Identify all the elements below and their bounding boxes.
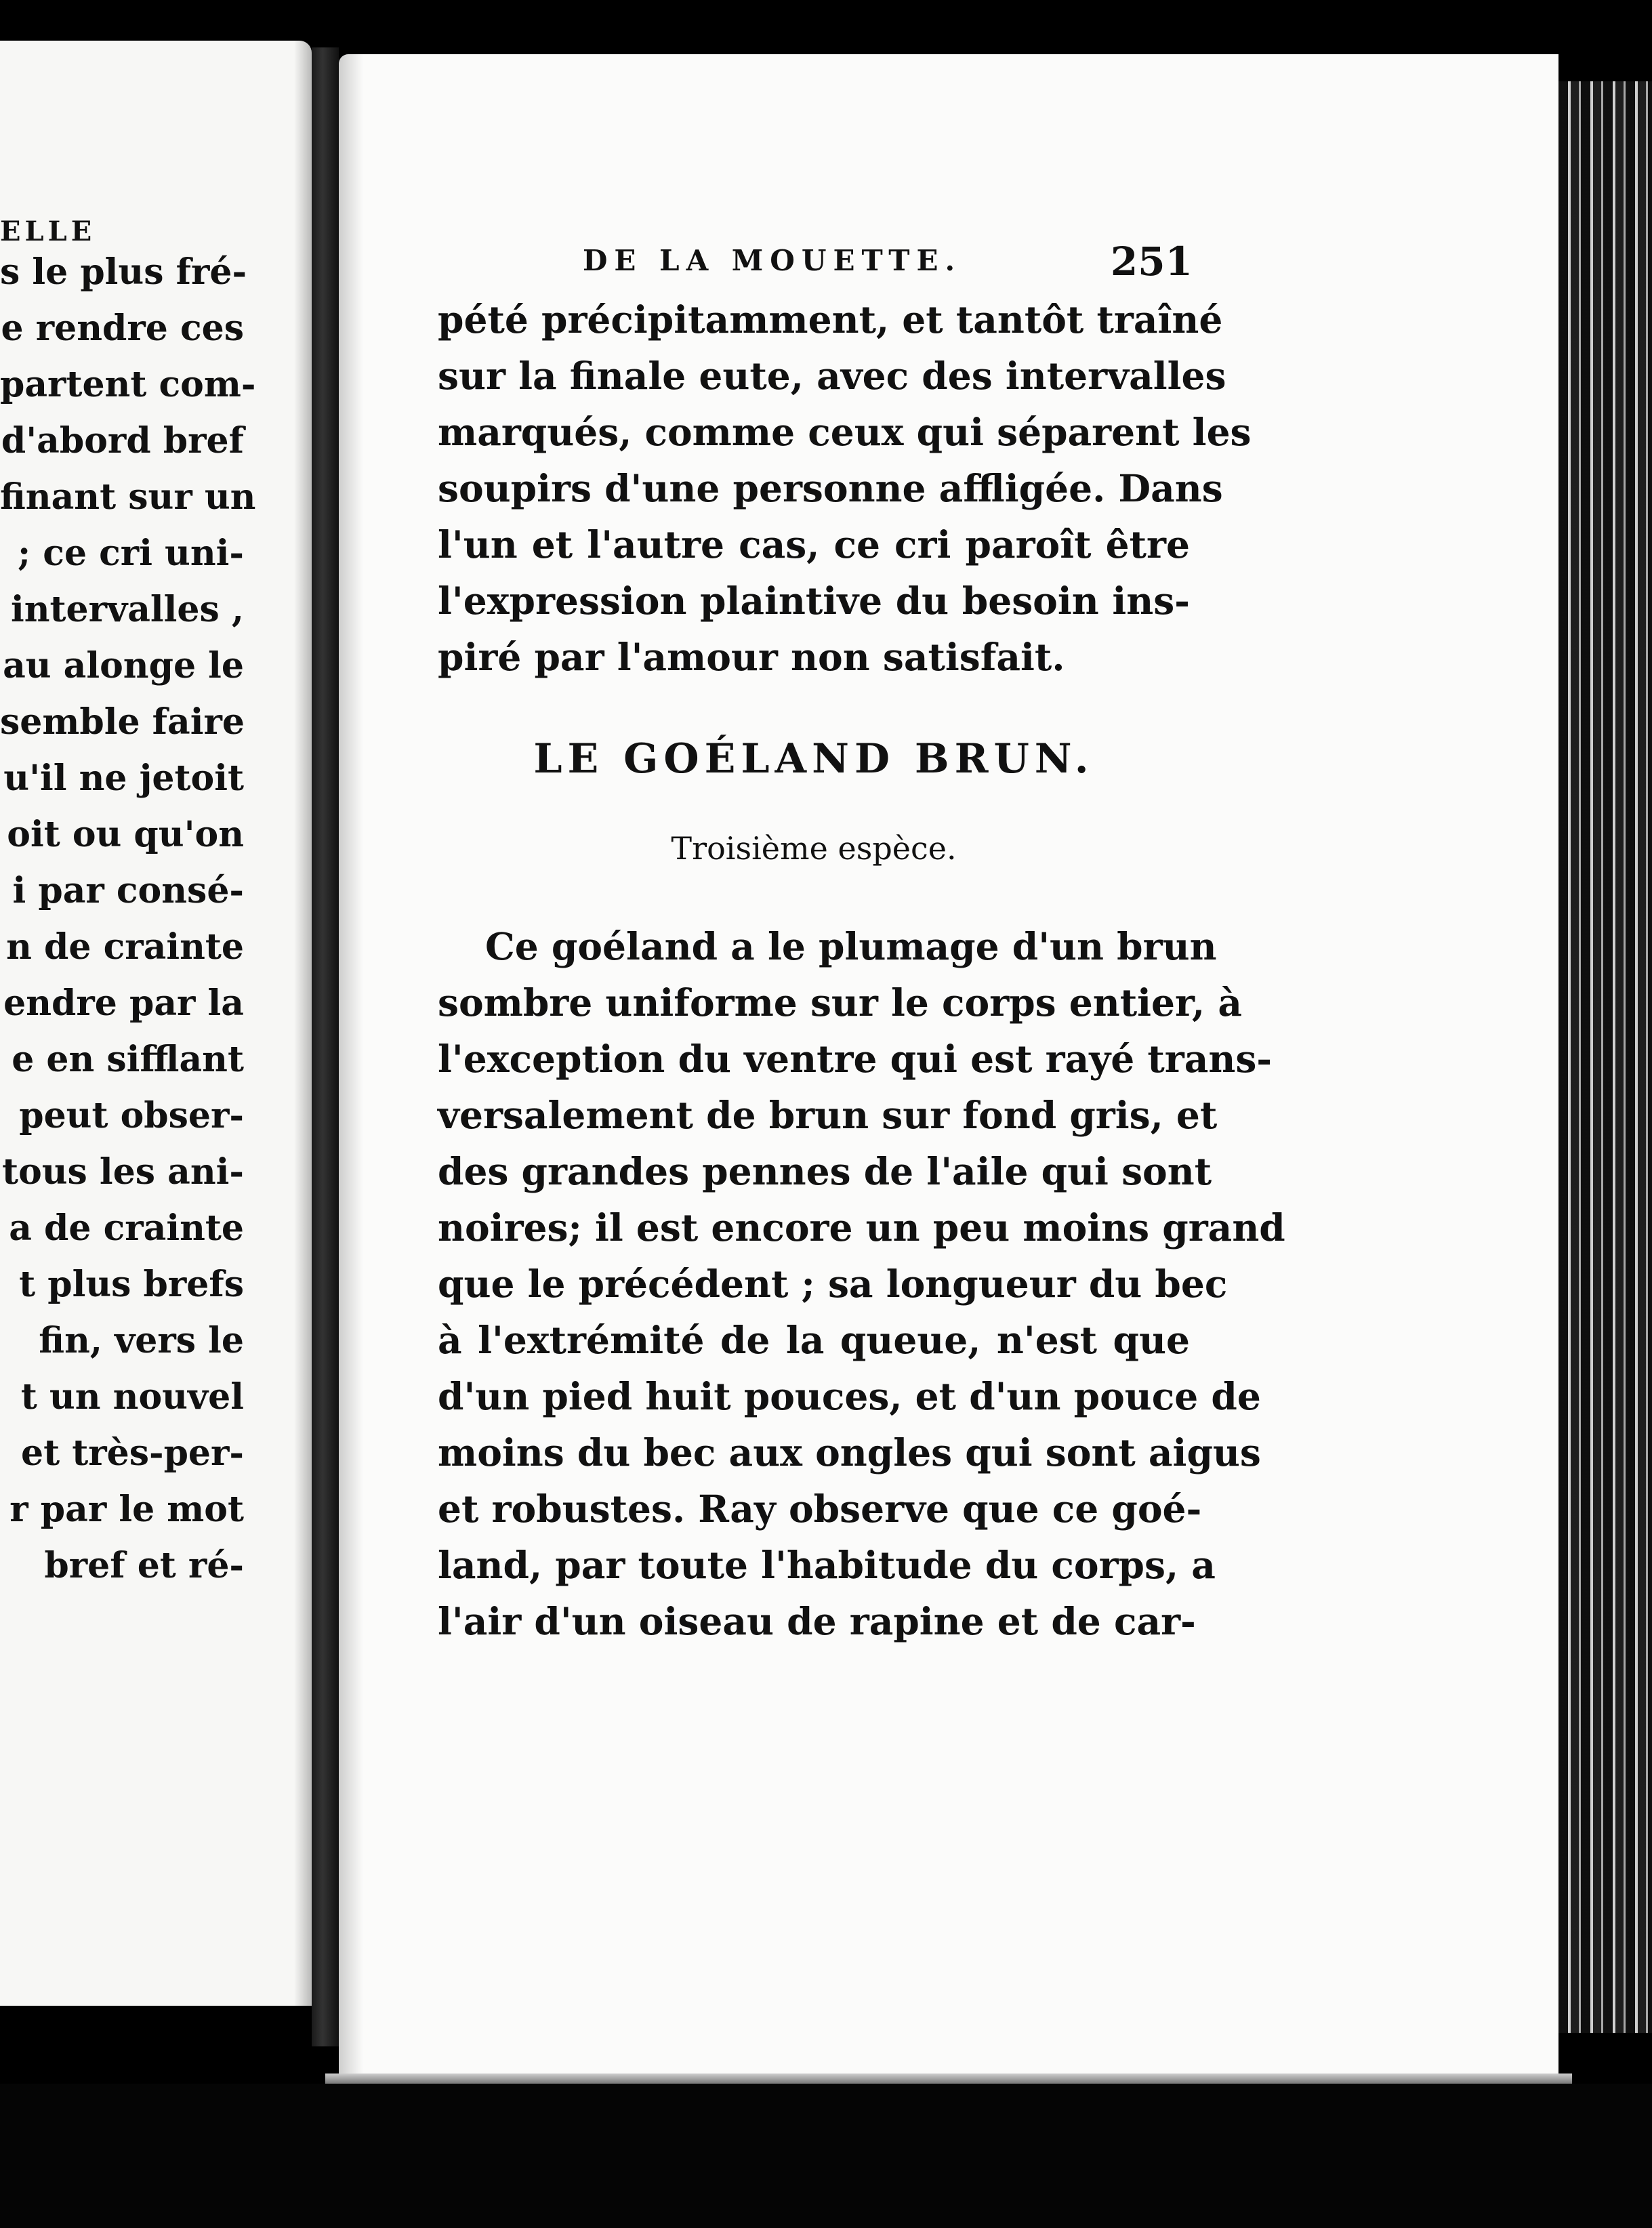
left-line: s le plus fré-: [0, 251, 247, 293]
left-page-gutter-shadow: [294, 41, 312, 2006]
left-line: intervalles ,: [10, 589, 244, 630]
left-line: e en sifflant: [12, 1039, 244, 1080]
left-line: ; ce cri uni-: [17, 533, 244, 574]
left-line: semble faire: [0, 701, 245, 743]
left-line: a de crainte: [9, 1208, 244, 1249]
left-page: [0, 41, 312, 2006]
text-line: Ce goéland a le plumage d'un brun: [485, 924, 1217, 968]
scan-bottom-edge: [0, 2084, 1652, 2228]
text-line: l'expression plaintive du besoin ins-: [438, 579, 1190, 623]
left-page-text: [0, 215, 256, 1594]
paragraph-goeland-brun: [438, 918, 1285, 1649]
text-line: à l'extrémité de la queue, n'est que: [438, 1318, 1190, 1362]
left-line: endre par la: [3, 983, 244, 1024]
text-line: piré par l'amour non satisfait.: [438, 635, 1065, 679]
text-line: versalement de brun sur fond gris, et: [438, 1093, 1218, 1137]
right-page-header: [583, 239, 1193, 285]
left-line: et très-per-: [21, 1432, 244, 1474]
left-line: peut obser-: [19, 1095, 244, 1136]
book-gutter: [312, 47, 339, 2046]
left-line: i par consé-: [12, 870, 244, 911]
left-line: fin, vers le: [39, 1320, 244, 1361]
left-line: t plus brefs: [19, 1264, 244, 1305]
text-line: noires; il est encore un peu moins grand: [438, 1205, 1285, 1250]
left-line: t un nouvel: [20, 1376, 244, 1418]
text-line: pété précipitamment, et tantôt traîné: [438, 297, 1223, 342]
page-fore-edge: [1558, 81, 1652, 2033]
text-line: l'exception du ventre qui est rayé trans-: [438, 1037, 1273, 1081]
text-line: l'air d'un oiseau de rapine et de car-: [438, 1599, 1196, 1643]
left-line: oit ou qu'on: [7, 814, 244, 855]
text-line: sur la finale eute, avec des intervalles: [438, 354, 1226, 398]
left-line: au alonge le: [3, 645, 244, 686]
left-line: partent com-: [0, 364, 256, 405]
left-line: tous les ani-: [2, 1151, 244, 1193]
section-title: LE GOÉLAND BRUN.: [533, 735, 1094, 783]
text-line: l'un et l'autre cas, ce cri paroît être: [438, 522, 1190, 566]
left-line: bref et ré-: [44, 1545, 244, 1586]
left-line: n de crainte: [6, 926, 244, 968]
text-line: soupirs d'une personne affligée. Dans: [438, 466, 1223, 510]
running-head: DE LA MOUETTE.: [583, 244, 962, 277]
left-running-head: ELLE: [0, 215, 96, 247]
text-line: que le précédent ; sa longueur du bec: [438, 1262, 1228, 1306]
left-line: e rendre ces: [1, 308, 244, 349]
paragraph-continued: [438, 291, 1252, 685]
text-line: land, par toute l'habitude du corps, a: [438, 1543, 1216, 1587]
text-line: et robustes. Ray observe que ce goé-: [438, 1487, 1202, 1531]
left-line: d'abord bref: [1, 420, 244, 461]
left-line: finant sur un: [0, 476, 256, 518]
page-number: 251: [1110, 239, 1193, 285]
text-line: sombre uniforme sur le corps entier, à: [438, 981, 1242, 1025]
text-line: marqués, comme ceux qui séparent les: [438, 410, 1252, 454]
left-line: u'il ne jetoit: [3, 758, 244, 799]
section-subtitle: Troisième espèce.: [671, 830, 957, 867]
text-line: des grandes pennes de l'aile qui sont: [438, 1149, 1212, 1193]
text-line: moins du bec aux ongles qui sont aigus: [438, 1430, 1261, 1474]
left-line: r par le mot: [9, 1489, 244, 1530]
text-line: d'un pied huit pouces, et d'un pouce de: [438, 1374, 1261, 1418]
